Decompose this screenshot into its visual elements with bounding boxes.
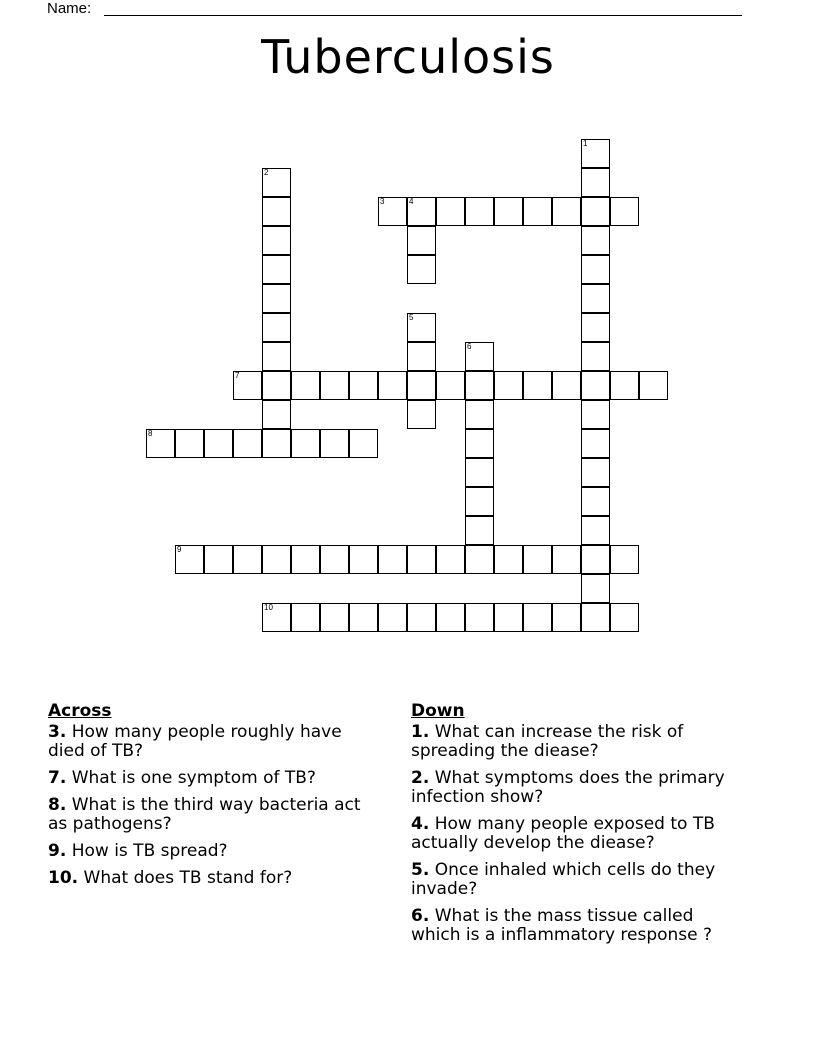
grid-cell[interactable] (581, 284, 610, 313)
grid-cell[interactable] (320, 371, 349, 400)
clue-number: 9. (48, 841, 67, 861)
grid-cell[interactable] (465, 603, 494, 632)
grid-cell[interactable] (233, 429, 262, 458)
grid-cell[interactable] (262, 197, 291, 226)
clue-down-2 (411, 769, 741, 807)
grid-cell[interactable] (291, 429, 320, 458)
grid-cell[interactable] (581, 342, 610, 371)
clue-across-10 (48, 869, 378, 888)
clue-number: 3. (48, 722, 67, 742)
grid-cell[interactable] (262, 429, 291, 458)
across-heading: Across (48, 701, 112, 721)
grid-cell[interactable] (465, 516, 494, 545)
grid-cell[interactable] (581, 458, 610, 487)
clue-across-3 (48, 723, 378, 761)
grid-cell[interactable] (523, 197, 552, 226)
clue-number-label: 2 (264, 168, 269, 177)
grid-cell[interactable] (581, 226, 610, 255)
clue-down-1 (411, 723, 741, 761)
name-field[interactable] (104, 15, 742, 16)
clue-number: 6. (411, 906, 430, 926)
grid-cell[interactable] (262, 226, 291, 255)
grid-cell[interactable] (204, 545, 233, 574)
grid-cell[interactable] (291, 545, 320, 574)
clue-number-label: 5 (409, 313, 414, 322)
grid-cell[interactable] (436, 197, 465, 226)
clue-number-label: 9 (177, 545, 182, 554)
grid-cell[interactable] (262, 168, 291, 197)
grid-cell[interactable] (262, 371, 291, 400)
grid-cell[interactable] (204, 429, 233, 458)
grid-cell[interactable] (581, 371, 610, 400)
grid-cell[interactable] (291, 603, 320, 632)
clue-text: What is the mass tissue called which is a inflammatory response ? (411, 906, 713, 945)
grid-cell[interactable] (581, 516, 610, 545)
grid-cell[interactable] (262, 255, 291, 284)
clue-across-8 (48, 796, 378, 834)
grid-cell[interactable] (523, 603, 552, 632)
clue-text: What does TB stand for? (83, 868, 293, 888)
grid-cell[interactable] (378, 603, 407, 632)
grid-cell[interactable] (581, 168, 610, 197)
clue-number-label: 1 (583, 139, 588, 148)
grid-cell[interactable] (494, 545, 523, 574)
page-title: Tuberculosis (261, 30, 555, 84)
clue-down-5 (411, 861, 741, 899)
grid-cell[interactable] (581, 429, 610, 458)
clue-number: 10. (48, 868, 79, 888)
grid-cell[interactable] (146, 429, 175, 458)
grid-cell[interactable] (175, 545, 204, 574)
grid-cell[interactable] (465, 545, 494, 574)
grid-cell[interactable] (349, 429, 378, 458)
grid-cell[interactable] (552, 371, 581, 400)
grid-cell[interactable] (581, 197, 610, 226)
clue-number-label: 6 (467, 342, 472, 351)
grid-cell[interactable] (407, 226, 436, 255)
grid-cell[interactable] (378, 371, 407, 400)
grid-cell[interactable] (262, 400, 291, 429)
grid-cell[interactable] (581, 574, 610, 603)
clue-number-label: 3 (380, 197, 385, 206)
grid-cell[interactable] (407, 342, 436, 371)
grid-cell[interactable] (610, 603, 639, 632)
grid-cell[interactable] (581, 255, 610, 284)
clue-number: 2. (411, 768, 430, 788)
grid-cell[interactable] (465, 197, 494, 226)
grid-cell[interactable] (552, 545, 581, 574)
grid-cell[interactable] (291, 371, 320, 400)
grid-cell[interactable] (581, 545, 610, 574)
grid-cell[interactable] (494, 371, 523, 400)
grid-cell[interactable] (175, 429, 204, 458)
grid-cell[interactable] (320, 429, 349, 458)
grid-cell[interactable] (552, 603, 581, 632)
grid-cell[interactable] (349, 545, 378, 574)
grid-cell[interactable] (407, 197, 436, 226)
grid-cell[interactable] (610, 371, 639, 400)
grid-cell[interactable] (349, 603, 378, 632)
clue-text: What symptoms does the primary infection show? (411, 768, 725, 807)
down-clues (411, 702, 741, 953)
clue-text: How many people exposed to TB actually develop the diease? (411, 814, 715, 853)
grid-cell[interactable] (581, 139, 610, 168)
grid-cell[interactable] (407, 371, 436, 400)
clue-number: 1. (411, 722, 430, 742)
clue-text: How is TB spread? (71, 841, 228, 861)
grid-cell[interactable] (523, 371, 552, 400)
grid-cell[interactable] (407, 400, 436, 429)
grid-cell[interactable] (262, 603, 291, 632)
grid-cell[interactable] (581, 603, 610, 632)
clue-number-label: 4 (409, 197, 414, 206)
clue-down-4 (411, 815, 741, 853)
grid-cell[interactable] (320, 545, 349, 574)
grid-cell[interactable] (407, 545, 436, 574)
grid-cell[interactable] (581, 487, 610, 516)
clue-text: What can increase the risk of spreading the diease? (411, 722, 684, 761)
grid-cell[interactable] (465, 371, 494, 400)
grid-cell[interactable] (262, 284, 291, 313)
grid-cell[interactable] (233, 371, 262, 400)
clue-text: What is the third way bacteria act as pathogens? (48, 795, 361, 834)
clue-text: Once inhaled which cells do they invade? (411, 860, 716, 899)
grid-cell[interactable] (465, 487, 494, 516)
clue-number: 8. (48, 795, 67, 815)
grid-cell[interactable] (610, 545, 639, 574)
grid-cell[interactable] (262, 342, 291, 371)
clue-number: 5. (411, 860, 430, 880)
grid-cell[interactable] (581, 313, 610, 342)
name-label: Name: (47, 0, 92, 17)
grid-cell[interactable] (378, 545, 407, 574)
grid-cell[interactable] (407, 603, 436, 632)
grid-cell[interactable] (407, 313, 436, 342)
grid-cell[interactable] (465, 458, 494, 487)
grid-cell[interactable] (581, 400, 610, 429)
grid-cell[interactable] (233, 545, 262, 574)
grid-cell[interactable] (436, 545, 465, 574)
down-heading: Down (411, 701, 465, 721)
grid-cell[interactable] (523, 545, 552, 574)
clue-across-9 (48, 842, 378, 861)
clue-text: How many people roughly have died of TB? (48, 722, 342, 761)
grid-cell[interactable] (349, 371, 378, 400)
grid-cell[interactable] (320, 603, 349, 632)
grid-cell[interactable] (639, 371, 668, 400)
clue-number-label: 10 (264, 603, 273, 612)
grid-cell[interactable] (465, 400, 494, 429)
grid-cell[interactable] (436, 371, 465, 400)
grid-cell[interactable] (610, 197, 639, 226)
grid-cell[interactable] (407, 255, 436, 284)
clue-text: What is one symptom of TB? (71, 768, 316, 788)
clue-number-label: 7 (235, 371, 240, 380)
clue-down-6 (411, 907, 741, 945)
grid-cell[interactable] (436, 603, 465, 632)
clue-across-7 (48, 769, 378, 788)
clue-number-label: 8 (148, 429, 153, 438)
grid-cell[interactable] (465, 429, 494, 458)
grid-cell[interactable] (378, 197, 407, 226)
across-clues (48, 702, 378, 896)
grid-cell[interactable] (494, 197, 523, 226)
grid-cell[interactable] (262, 545, 291, 574)
grid-cell[interactable] (494, 603, 523, 632)
clue-number: 7. (48, 768, 67, 788)
grid-cell[interactable] (552, 197, 581, 226)
clue-number: 4. (411, 814, 430, 834)
grid-cell[interactable] (465, 342, 494, 371)
grid-cell[interactable] (262, 313, 291, 342)
